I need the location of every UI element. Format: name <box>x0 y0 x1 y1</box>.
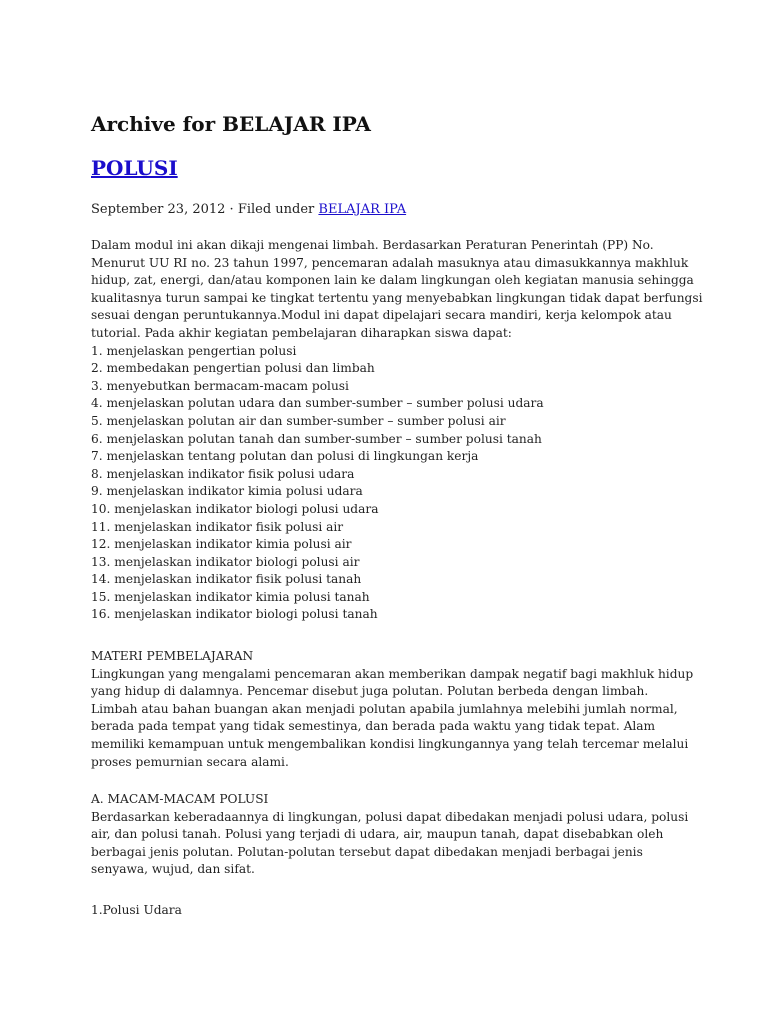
materi-section <box>91 648 693 771</box>
text-line: Menurut UU RI no. 23 tahun 1997, pencemaran adalah masuknya atau dimasukkannya makhluk <box>91 255 689 270</box>
post-title-link[interactable]: POLUSI <box>91 156 178 180</box>
text-line: senyawa, wujud, dan sifat. <box>91 862 255 877</box>
text-line: proses pemurnian secara alami. <box>91 754 289 769</box>
post-title <box>91 156 178 180</box>
text-line: 5. menjelaskan polutan air dan sumber-sumber – sumber polusi air <box>91 413 506 428</box>
text-line: 7. menjelaskan tentang polutan dan polusi di lingkungan kerja <box>91 449 479 464</box>
text-line: berada pada tempat yang tidak semestinya, dan berada pada waktu yang tidak tepat. Alam <box>91 719 656 734</box>
archive-title: Archive for BELAJAR IPA <box>91 112 371 136</box>
macam-polusi-section <box>91 791 688 879</box>
post-intro <box>91 237 703 624</box>
text-line: 2. membedakan pengertian polusi dan limbah <box>91 361 375 376</box>
filed-under-text: · Filed under <box>225 202 319 217</box>
text-line: memiliki kemampuan untuk mengembalikan kondisi lingkungannya yang telah tercemar melalui <box>91 736 689 751</box>
text-line: MATERI PEMBELAJARAN <box>91 649 254 663</box>
text-line: 12. menjelaskan indikator kimia polusi air <box>91 537 352 552</box>
text-line: yang hidup di dalamnya. Pencemar disebut juga polutan. Polutan berbeda dengan limbah. <box>91 684 649 699</box>
text-line: 10. menjelaskan indikator biologi polusi udara <box>91 501 379 516</box>
text-line: berbagai jenis polutan. Polutan-polutan tersebut dapat dibedakan menjadi berbagai jenis <box>91 844 643 859</box>
text-line: 13. menjelaskan indikator biologi polusi air <box>91 554 360 569</box>
text-line: sesuai dengan peruntukannya.Modul ini dapat dipelajari secara mandiri, kerja kelompok atau <box>91 308 672 323</box>
post-date: September 23, 2012 <box>91 202 226 217</box>
text-line: hidup, zat, energi, dan/atau komponen lain ke dalam lingkungan oleh kegiatan manusia sehingga <box>91 273 694 288</box>
text-line: 16. menjelaskan indikator biologi polusi tanah <box>91 607 378 622</box>
text-line: Limbah atau bahan buangan akan menjadi polutan apabila jumlahnya melebihi jumlah normal, <box>91 701 678 716</box>
text-line: 3. menyebutkan bermacam-macam polusi <box>91 378 349 393</box>
text-line: Berdasarkan keberadaannya di lingkungan, polusi dapat dibedakan menjadi polusi udara, polusi <box>91 809 689 824</box>
text-line: 14. menjelaskan indikator fisik polusi tanah <box>91 572 362 587</box>
text-line: kualitasnya turun sampai ke tingkat tertentu yang menyebabkan lingkungan tidak dapat berfungsi <box>91 290 703 305</box>
text-line: 1. menjelaskan pengertian polusi <box>91 343 297 358</box>
post-meta <box>91 202 406 217</box>
subsection-title: 1.Polusi Udara <box>91 903 182 917</box>
text-line: 6. menjelaskan polutan tanah dan sumber-sumber – sumber polusi tanah <box>91 431 542 446</box>
text-line: Dalam modul ini akan dikaji mengenai limbah. Berdasarkan Peraturan Penerintah (PP) No. <box>91 238 654 252</box>
text-line: A. MACAM-MACAM POLUSI <box>91 792 269 806</box>
text-line: 4. menjelaskan polutan udara dan sumber-sumber – sumber polusi udara <box>91 396 544 411</box>
text-line: 9. menjelaskan indikator kimia polusi udara <box>91 484 363 499</box>
text-line: 8. menjelaskan indikator fisik polusi udara <box>91 466 355 481</box>
text-line: 11. menjelaskan indikator fisik polusi air <box>91 519 344 534</box>
polusi-udara-section <box>91 902 182 920</box>
category-link[interactable]: BELAJAR IPA <box>318 202 407 217</box>
text-line: 15. menjelaskan indikator kimia polusi tanah <box>91 589 370 604</box>
text-line: Lingkungan yang mengalami pencemaran akan memberikan dampak negatif bagi makhluk hidup <box>91 666 694 681</box>
text-line: tutorial. Pada akhir kegiatan pembelajaran diharapkan siswa dapat: <box>91 325 512 340</box>
text-line: air, dan polusi tanah. Polusi yang terjadi di udara, air, maupun tanah, dapat disebabkan oleh <box>91 827 664 842</box>
